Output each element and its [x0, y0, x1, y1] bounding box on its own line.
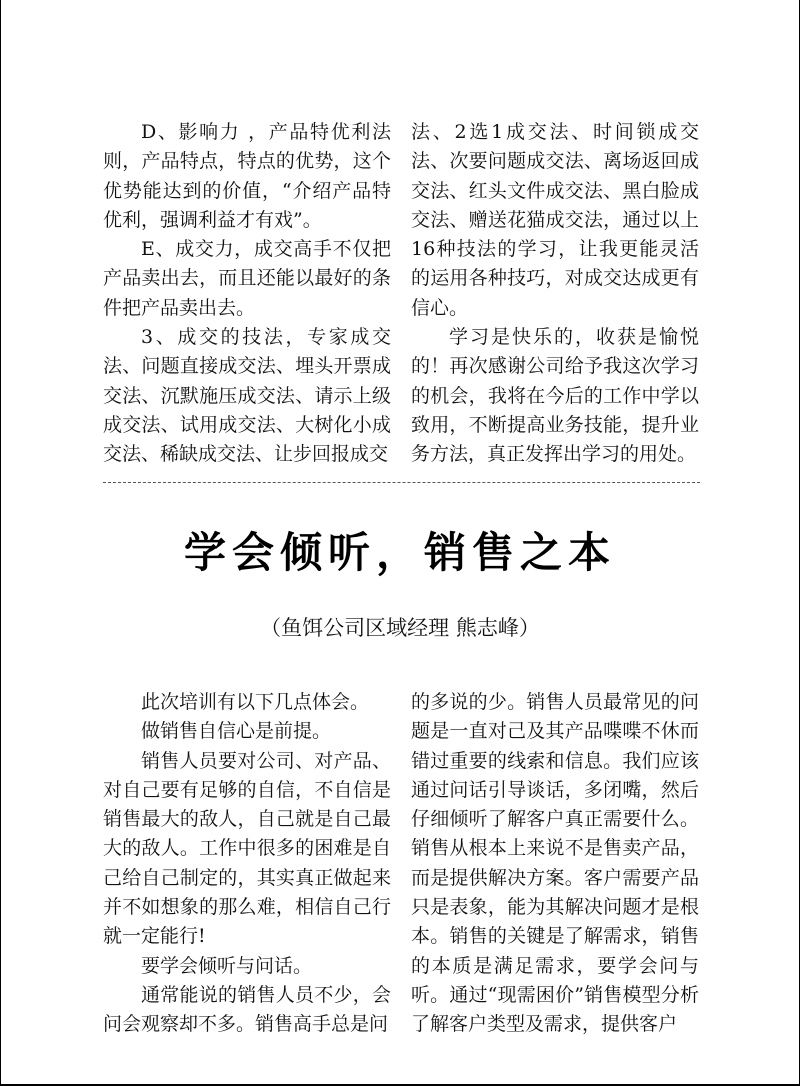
article-left-column — [103, 688, 391, 1040]
paragraph: 要学会倾听与问话。 — [141, 954, 313, 977]
paragraph: 销售人员要对公司、对产品、对自己要有足够的自信，不自信是销售最大的敌人，自己就是自己最大的敌人。工作中很多的困难是自己给自己制定的，其实真正做起来并不如想象的那么难，相信自己行就一定能行! — [103, 749, 391, 948]
article-right-column — [411, 688, 699, 1040]
top-article-left-column — [103, 118, 391, 470]
paragraph: 3、成交的技法，专家成交法、问题直接成交法、埋头开票成交法、沉默施压成交法、请示上级成交法、试用成交法、大树化小成交法、稀缺成交法、让步回报成交 — [103, 326, 391, 466]
paragraph-continued: 的多说的少。销售人员最常见的问题是一直对己及其产品喋喋不休而错过重要的线索和信息。我们应该通过问话引导谈话，多闭嘴，然后仔细倾听了解客户真正需要什么。销售从根本上来说不是售卖产品，而是提供解决方案。客户需要产品只是表象，能为其解决问题才是根本。销售的关键是了解需求，销售的本质是满足需求，要学会问与听。通过“现需困价”销售模型分析了解客户类型及需求，提供客户 — [411, 691, 699, 1036]
paragraph: D、影响力 ，产品特优利法则，产品特点，特点的优势，这个优势能达到的价值，“介绍产品特优利，强调利益才有戏”。 — [103, 121, 391, 231]
article-byline: （鱼饵公司区域经理 熊志峰） — [260, 616, 540, 640]
paragraph-continued: 法、2选1成交法、时间锁成交法、次要问题成交法、离场返回成交法、红头文件成交法、黑白脸成交法、赠送花猫成交法，通过以上16种技法的学习，让我更能灵活的运用各种技巧，对成交达成更有信心。 — [411, 121, 699, 319]
paragraph: 学习是快乐的，收获是愉悦的！再次感谢公司给予我这次学习的机会，我将在今后的工作中学以致用，不断提高业务技能，提升业务方法，真正发挥出学习的用处。 — [411, 326, 699, 466]
paragraph: 做销售自信心是前提。 — [141, 720, 332, 743]
dashed-divider — [103, 482, 700, 483]
top-article-right-column — [411, 118, 699, 470]
paragraph: 此次培训有以下几点体会。 — [141, 691, 370, 713]
paragraph: 通常能说的销售人员不少，会问会观察却不多。销售高手总是问 — [103, 983, 391, 1036]
paragraph: E、成交力，成交高手不仅把产品卖出去，而且还能以最好的条件把产品卖出去。 — [103, 238, 391, 319]
article-title: 学会倾听，销售之本 — [183, 528, 616, 577]
